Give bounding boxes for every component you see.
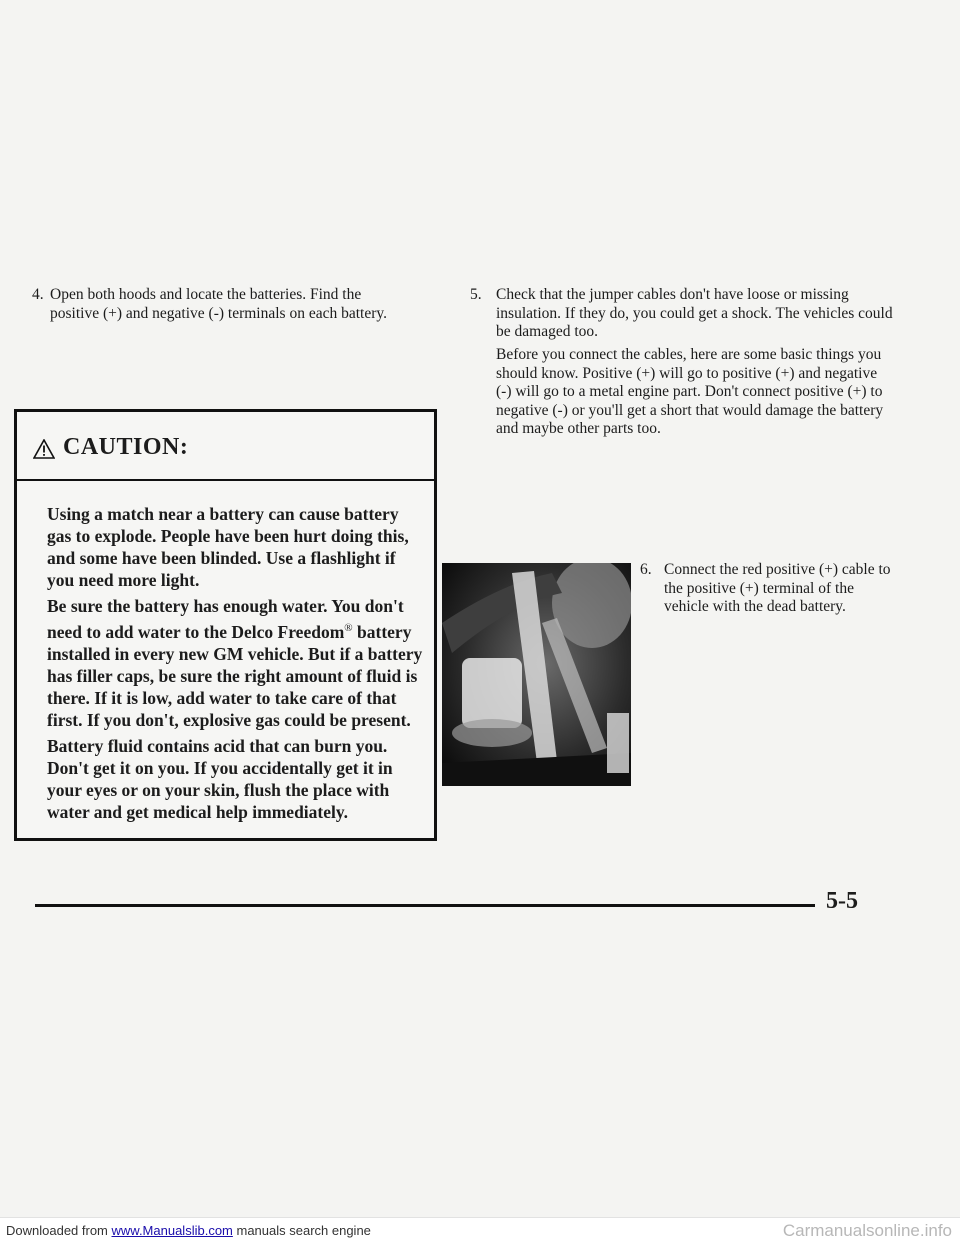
warning-triangle-icon — [33, 439, 55, 459]
step-5-text: Check that the jumper cables don't have loose or missing insulation. If they do, you could get a shock. The vehicles could be damaged too. — [496, 286, 893, 340]
caution-paragraph-2 — [47, 595, 427, 731]
manualslib-link[interactable]: www.Manualslib.com — [111, 1223, 233, 1238]
step-4-text: Open both hoods and locate the batteries. Find the positive (+) and negative (-) terminals on each battery. — [50, 286, 387, 322]
step-5-number: 5. — [470, 286, 482, 303]
caution-box — [14, 409, 437, 841]
battery-clamp-illustration — [442, 563, 631, 786]
caution-paragraph-2-end: battery installed in every new GM vehicle. But if a battery has filler caps, be sure the right amount of fluid is there. If it is low, add water to take care of that first. If you don't, explosive gas could be present. — [47, 621, 423, 730]
registered-mark: ® — [344, 622, 353, 634]
watermark: Carmanualsonline.info — [782, 1221, 952, 1240]
step-4-number: 4. — [32, 286, 44, 303]
caution-title: CAUTION: — [63, 434, 189, 460]
caution-body — [47, 503, 427, 827]
caution-paragraph-1: Using a match near a battery can cause battery gas to explode. People have been hurt doing this, and some have been blinded. Use a flashlight if you need more light. — [47, 504, 409, 590]
footer-prefix: Downloaded from — [6, 1223, 112, 1238]
basics-paragraph: Before you connect the cables, here are some basic things you should know. Positive (+) will go to positive (+) and negative (-) will go to a metal engine part. Don't connect positive (+) to negative (-) or you'll get a short that would damage the battery and maybe other parts too. — [496, 346, 884, 437]
footer-suffix: manuals search engine — [232, 1223, 371, 1238]
step-6 — [640, 561, 900, 617]
footer-source — [6, 1218, 371, 1243]
footer-rule — [35, 904, 815, 907]
download-footer — [0, 1217, 960, 1243]
step-6-number: 6. — [640, 561, 652, 578]
caution-header — [17, 412, 434, 481]
page-number: 5-5 — [826, 888, 858, 914]
caution-paragraph-2-start: Be sure the battery has enough water. You don't need to add water to the Delco Freedom — [47, 596, 404, 642]
step-4 — [32, 286, 412, 323]
caution-paragraph-3: Battery fluid contains acid that can burn you. Don't get it on you. If you accidentally get it in your eyes or on your skin, flush the place with water and get medical help immediately. — [47, 735, 393, 822]
jumper-cable-photo — [442, 563, 631, 786]
step-5 — [470, 286, 910, 342]
step-6-text: Connect the red positive (+) cable to the positive (+) terminal of the vehicle with the dead battery. — [664, 561, 891, 615]
